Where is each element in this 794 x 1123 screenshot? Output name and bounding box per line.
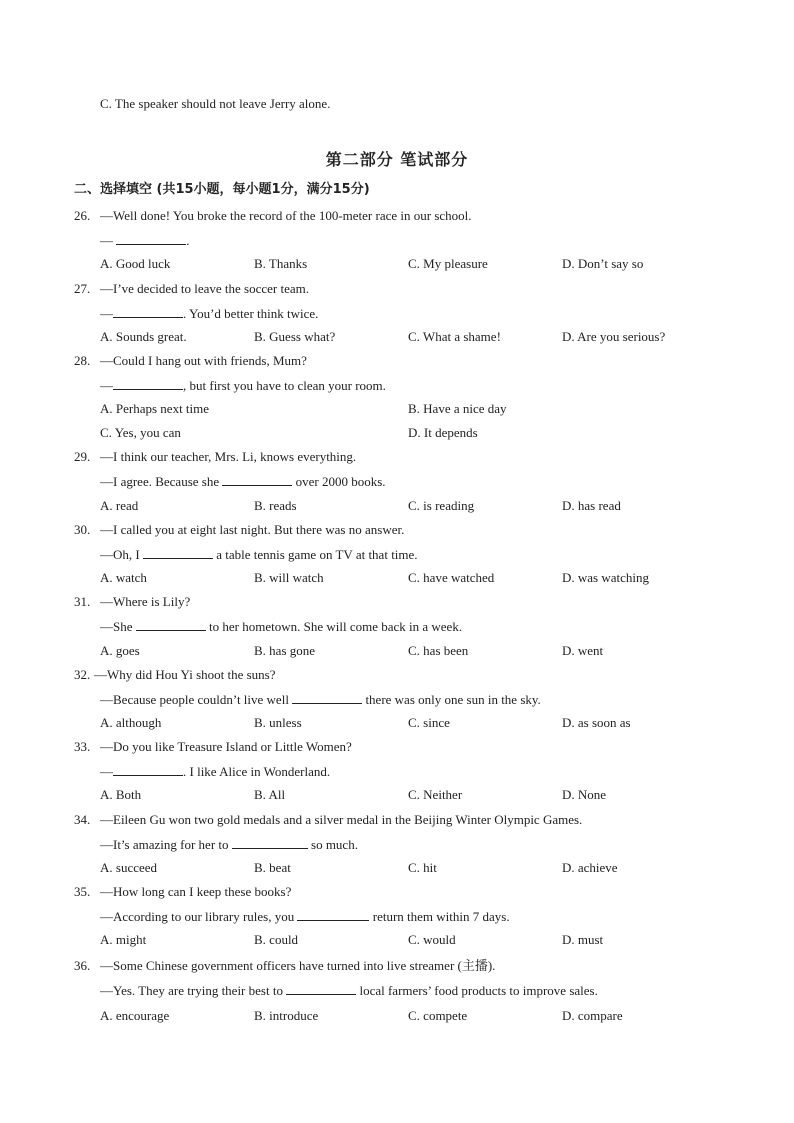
question-number: 36. (74, 958, 91, 973)
question-response (100, 763, 330, 780)
question-number: 28. (74, 353, 91, 368)
question-prompt: —Some Chinese government officers have turned into live streamer (主播). (100, 958, 496, 973)
response-suffix: . I like Alice in Wonderland. (183, 764, 331, 779)
answer-option: A. Perhaps next time (100, 401, 210, 416)
question-number: 32. (74, 667, 91, 682)
answer-option: D. went (562, 643, 604, 658)
answer-option: A. Both (100, 787, 142, 802)
question-response (100, 305, 318, 322)
answer-option: C. hit (408, 860, 437, 875)
question-prompt: —Where is Lily? (100, 594, 191, 609)
response-prefix: —Because people couldn’t live well (100, 692, 293, 707)
response-suffix: local farmers’ food products to improve sales. (356, 983, 598, 998)
response-suffix: , but first you have to clean your room. (183, 378, 386, 393)
answer-option: A. succeed (100, 860, 158, 875)
question-response (100, 982, 598, 999)
answer-option: C. would (408, 932, 456, 947)
question-response (100, 232, 190, 249)
answer-option: B. unless (254, 715, 302, 730)
answer-blank (116, 232, 186, 245)
answer-option: B. reads (254, 498, 297, 513)
answer-option: B. Have a nice day (408, 401, 507, 416)
question-response (100, 618, 462, 635)
question-response (100, 836, 358, 853)
answer-option: B. beat (254, 860, 291, 875)
answer-blank (143, 546, 213, 559)
question-number: 33. (74, 739, 91, 754)
question-prompt: —Could I hang out with friends, Mum? (100, 353, 307, 368)
answer-blank (286, 982, 356, 995)
answer-option: B. could (254, 932, 299, 947)
answer-option: C. has been (408, 643, 469, 658)
answer-option: A. read (100, 498, 139, 513)
response-suffix: . (186, 233, 190, 248)
part-title: 第二部分 笔试部分 (325, 150, 469, 169)
answer-blank (232, 836, 308, 849)
answer-option: D. None (562, 787, 607, 802)
section-header: 二、选择填空 (共15小题，每小题1分，满分15分) (74, 182, 370, 197)
question-prompt: —I’ve decided to leave the soccer team. (100, 281, 309, 296)
response-suffix: there was only one sun in the sky. (362, 692, 541, 707)
answer-option: D. was watching (562, 570, 650, 585)
answer-option: D. must (562, 932, 604, 947)
answer-option: A. although (100, 715, 162, 730)
answer-option: B. All (254, 787, 286, 802)
answer-option: A. goes (100, 643, 140, 658)
answer-option: C. What a shame! (408, 329, 501, 344)
answer-blank (113, 305, 183, 318)
response-suffix: . You’d better think twice. (183, 306, 319, 321)
answer-option: D. as soon as (562, 715, 631, 730)
response-prefix: —I agree. Because she (100, 474, 223, 489)
question-prompt: —Do you like Treasure Island or Little Women? (100, 739, 352, 754)
question-prompt: —I called you at eight last night. But there was no answer. (100, 522, 405, 537)
response-prefix: — (100, 764, 113, 779)
question-prompt: —How long can I keep these books? (100, 884, 292, 899)
response-prefix: — (100, 233, 117, 248)
answer-option: D. achieve (562, 860, 618, 875)
question-prompt: —Well done! You broke the record of the 100-meter race in our school. (100, 208, 472, 223)
answer-blank (292, 691, 362, 704)
question-response (100, 473, 386, 490)
response-prefix: —It’s amazing for her to (100, 837, 232, 852)
answer-option: D. Are you serious? (562, 329, 666, 344)
answer-option: A. Good luck (100, 256, 171, 271)
response-prefix: —Yes. They are trying their best to (100, 983, 287, 998)
answer-blank (222, 473, 292, 486)
answer-option: C. have watched (408, 570, 495, 585)
response-suffix: over 2000 books. (292, 474, 386, 489)
question-response (100, 377, 386, 394)
answer-option: A. watch (100, 570, 147, 585)
answer-blank (297, 908, 369, 921)
intro-option-c: C. The speaker should not leave Jerry alone. (100, 96, 331, 111)
answer-option: A. might (100, 932, 147, 947)
answer-option: B. has gone (254, 643, 316, 658)
question-number: 31. (74, 594, 91, 609)
answer-option: C. My pleasure (408, 256, 488, 271)
question-number: 35. (74, 884, 91, 899)
response-prefix: —Oh, I (100, 547, 143, 562)
answer-option: D. has read (562, 498, 621, 513)
answer-option: C. compete (408, 1008, 468, 1023)
answer-blank (136, 618, 206, 631)
answer-option: C. is reading (408, 498, 475, 513)
response-suffix: a table tennis game on TV at that time. (212, 547, 418, 562)
response-suffix: return them within 7 days. (369, 909, 510, 924)
answer-option: C. Yes, you can (100, 425, 181, 440)
response-suffix: so much. (307, 837, 358, 852)
answer-option: A. encourage (100, 1008, 170, 1023)
answer-blank (113, 763, 183, 776)
response-prefix: —She (100, 619, 136, 634)
answer-option: D. It depends (408, 425, 478, 440)
question-response (100, 691, 541, 708)
question-number: 26. (74, 208, 91, 223)
answer-option: B. Thanks (254, 256, 308, 271)
answer-option: C. Neither (408, 787, 463, 802)
question-number: 29. (74, 449, 91, 464)
answer-option: D. Don’t say so (562, 256, 644, 271)
question-response (100, 546, 418, 563)
question-number: 30. (74, 522, 91, 537)
response-suffix: to her hometown. She will come back in a week. (205, 619, 463, 634)
answer-option: B. Guess what? (254, 329, 336, 344)
response-prefix: — (100, 378, 113, 393)
answer-option: A. Sounds great. (100, 329, 187, 344)
response-prefix: — (100, 306, 113, 321)
question-number: 27. (74, 281, 91, 296)
question-prompt: —I think our teacher, Mrs. Li, knows everything. (100, 449, 357, 464)
answer-option: D. compare (562, 1008, 623, 1023)
question-response (100, 908, 510, 925)
question-number: 34. (74, 812, 91, 827)
response-prefix: —According to our library rules, you (100, 909, 298, 924)
answer-option: B. will watch (254, 570, 324, 585)
question-prompt: —Why did Hou Yi shoot the suns? (94, 667, 276, 682)
answer-blank (113, 377, 183, 390)
question-prompt: —Eileen Gu won two gold medals and a silver medal in the Beijing Winter Olympic Games. (100, 812, 583, 827)
answer-option: C. since (408, 715, 450, 730)
answer-option: B. introduce (254, 1008, 319, 1023)
